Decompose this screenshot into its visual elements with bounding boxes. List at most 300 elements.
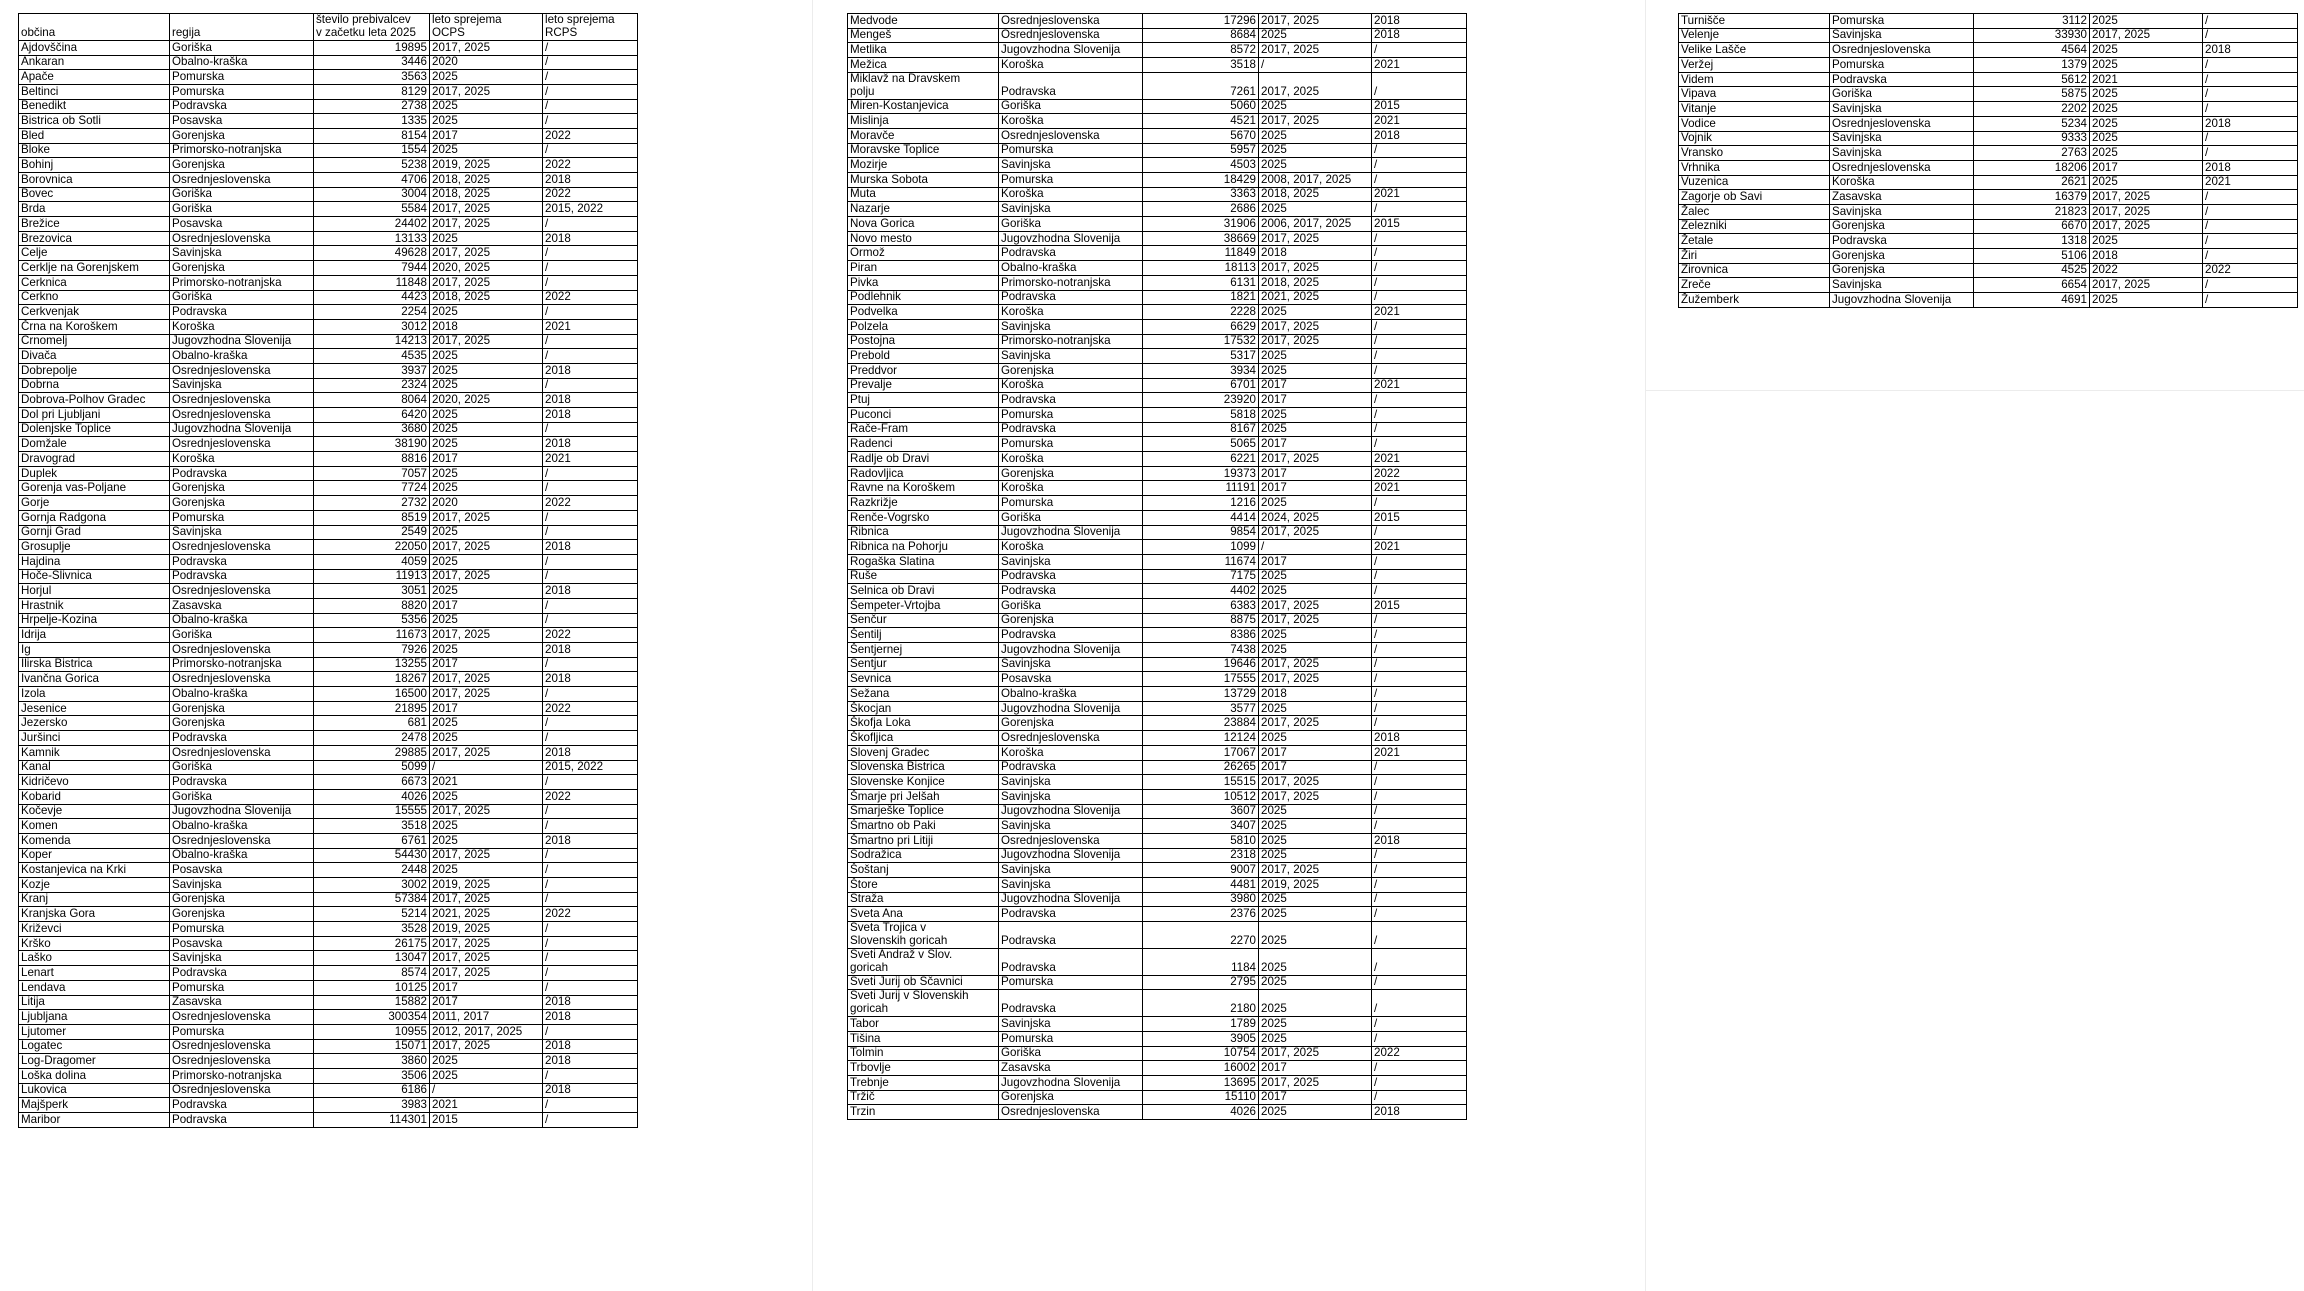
region-cell: Osrednjeslovenska xyxy=(1830,160,1974,175)
ocps-year-cell: 2025 xyxy=(1259,28,1372,43)
ocps-year-cell: 2017, 2025 xyxy=(1259,231,1372,246)
ocps-year-cell: 2011, 2017 xyxy=(430,1010,543,1025)
municipality-cell: Metlika xyxy=(848,43,999,58)
municipality-cell: Ravne na Koroškem xyxy=(848,481,999,496)
ocps-year-cell: 2020, 2025 xyxy=(430,261,543,276)
table-row xyxy=(848,975,1467,990)
rcps-year-cell: / xyxy=(1372,496,1467,511)
municipality-cell: Radovljica xyxy=(848,466,999,481)
page-divider xyxy=(1646,390,2304,391)
table-row xyxy=(19,510,638,525)
region-cell: Pomurska xyxy=(1830,14,1974,29)
ocps-year-cell: 2017, 2025 xyxy=(430,540,543,555)
table-row xyxy=(1679,249,2298,264)
region-cell: Pomurska xyxy=(999,1031,1143,1046)
municipality-cell: Izola xyxy=(19,687,170,702)
ocps-year-cell: 2025 xyxy=(1259,804,1372,819)
rcps-year-cell: / xyxy=(543,40,638,55)
municipality-cell: Domžale xyxy=(19,437,170,452)
rcps-year-cell: 2021 xyxy=(2203,175,2298,190)
ocps-year-cell: 2017 xyxy=(1259,378,1372,393)
rcps-year-cell: / xyxy=(1372,72,1467,99)
population-cell: 18267 xyxy=(314,672,430,687)
table-row xyxy=(19,84,638,99)
population-cell: 6701 xyxy=(1143,378,1259,393)
table-row xyxy=(19,114,638,129)
municipality-cell: Brda xyxy=(19,202,170,217)
population-cell: 2795 xyxy=(1143,975,1259,990)
population-cell: 6654 xyxy=(1974,278,2090,293)
population-cell: 4059 xyxy=(314,554,430,569)
population-cell: 5957 xyxy=(1143,143,1259,158)
municipality-cell: Gornja Radgona xyxy=(19,510,170,525)
municipality-cell: Ruše xyxy=(848,569,999,584)
population-cell: 3934 xyxy=(1143,363,1259,378)
region-cell: Koroška xyxy=(999,187,1143,202)
rcps-year-cell: 2015, 2022 xyxy=(543,202,638,217)
header-population: število prebivalcev v začetku leta 2025 xyxy=(314,14,430,41)
ocps-year-cell: 2025 xyxy=(1259,569,1372,584)
ocps-year-cell: 2025 xyxy=(1259,363,1372,378)
population-cell: 5214 xyxy=(314,907,430,922)
table-row xyxy=(19,701,638,716)
region-cell: Podravska xyxy=(999,907,1143,922)
ocps-year-cell: 2025 xyxy=(1259,143,1372,158)
municipality-cell: Bistrica ob Sotli xyxy=(19,114,170,129)
table-row xyxy=(1679,14,2298,29)
header-municipality: občina xyxy=(19,14,170,41)
region-cell: Osrednjeslovenska xyxy=(999,1105,1143,1120)
region-cell: Podravska xyxy=(170,1098,314,1113)
municipality-cell: Škocjan xyxy=(848,701,999,716)
municipality-cell: Beltinci xyxy=(19,84,170,99)
population-cell: 5612 xyxy=(1974,72,2090,87)
ocps-year-cell: 2017, 2025 xyxy=(430,745,543,760)
rcps-year-cell: 2018 xyxy=(543,672,638,687)
rcps-year-cell: 2021 xyxy=(1372,481,1467,496)
table-row xyxy=(848,775,1467,790)
municipality-cell: Zreče xyxy=(1679,278,1830,293)
region-cell: Koroška xyxy=(999,58,1143,73)
region-cell: Gorenjska xyxy=(1830,263,1974,278)
table-row xyxy=(19,892,638,907)
municipality-cell: Križevci xyxy=(19,922,170,937)
table-row xyxy=(1679,116,2298,131)
ocps-year-cell: 2017 xyxy=(430,128,543,143)
region-cell: Savinjska xyxy=(999,349,1143,364)
population-cell: 2738 xyxy=(314,99,430,114)
rcps-year-cell: 2018 xyxy=(1372,28,1467,43)
region-cell: Savinjska xyxy=(170,878,314,893)
region-cell: Pomurska xyxy=(170,70,314,85)
rcps-year-cell: 2021 xyxy=(1372,114,1467,129)
population-cell: 4414 xyxy=(1143,510,1259,525)
table-row xyxy=(848,28,1467,43)
region-cell: Gorenjska xyxy=(170,261,314,276)
table-row xyxy=(848,128,1467,143)
table-row xyxy=(19,613,638,628)
population-cell: 5670 xyxy=(1143,128,1259,143)
ocps-year-cell: 2025 xyxy=(2090,116,2203,131)
ocps-year-cell: 2017 xyxy=(2090,160,2203,175)
ocps-year-cell: 2025 xyxy=(430,643,543,658)
table-row xyxy=(848,202,1467,217)
municipality-cell: Preddvor xyxy=(848,363,999,378)
municipality-cell: Bloke xyxy=(19,143,170,158)
region-cell: Osrednjeslovenska xyxy=(999,731,1143,746)
region-cell: Pomurska xyxy=(999,496,1143,511)
municipality-cell: Borovnica xyxy=(19,173,170,188)
rcps-year-cell: / xyxy=(1372,687,1467,702)
table-row xyxy=(1679,190,2298,205)
table-row xyxy=(848,58,1467,73)
municipality-cell: Vipava xyxy=(1679,87,1830,102)
population-cell: 8167 xyxy=(1143,422,1259,437)
population-cell: 12124 xyxy=(1143,731,1259,746)
municipality-cell: Velike Lašče xyxy=(1679,43,1830,58)
population-cell: 300354 xyxy=(314,1010,430,1025)
population-cell: 3577 xyxy=(1143,701,1259,716)
population-cell: 2549 xyxy=(314,525,430,540)
municipality-cell: Nova Gorica xyxy=(848,217,999,232)
population-cell: 2202 xyxy=(1974,102,2090,117)
region-cell: Osrednjeslovenska xyxy=(170,393,314,408)
table-row xyxy=(848,319,1467,334)
ocps-year-cell: 2025 xyxy=(1259,202,1372,217)
region-cell: Savinjska xyxy=(1830,102,1974,117)
rcps-year-cell: / xyxy=(543,143,638,158)
municipality-cell: Kostanjevica na Krki xyxy=(19,863,170,878)
rcps-year-cell: / xyxy=(1372,290,1467,305)
ocps-year-cell: 2020, 2025 xyxy=(430,393,543,408)
rcps-year-cell: / xyxy=(1372,1061,1467,1076)
table-row xyxy=(19,657,638,672)
page-1 xyxy=(0,0,812,1291)
table-row xyxy=(848,422,1467,437)
rcps-year-cell: / xyxy=(1372,701,1467,716)
rcps-year-cell: 2018 xyxy=(543,231,638,246)
municipality-cell: Bovec xyxy=(19,187,170,202)
municipality-cell: Vuzenica xyxy=(1679,175,1830,190)
ocps-year-cell: 2018, 2025 xyxy=(430,290,543,305)
table-row xyxy=(848,628,1467,643)
rcps-year-cell: / xyxy=(543,217,638,232)
ocps-year-cell: 2017, 2025 xyxy=(2090,204,2203,219)
ocps-year-cell: 2017 xyxy=(430,980,543,995)
ocps-year-cell: 2025 xyxy=(430,863,543,878)
table-row xyxy=(19,716,638,731)
rcps-year-cell: / xyxy=(1372,990,1467,1017)
ocps-year-cell: 2017, 2025 xyxy=(430,40,543,55)
municipality-cell: Šentjur xyxy=(848,657,999,672)
table-row xyxy=(19,261,638,276)
municipality-cell: Dobrepolje xyxy=(19,363,170,378)
region-cell: Gorenjska xyxy=(999,466,1143,481)
ocps-year-cell: 2017, 2025 xyxy=(430,202,543,217)
ocps-year-cell: 2025 xyxy=(430,363,543,378)
population-cell: 57384 xyxy=(314,892,430,907)
region-cell: Savinjska xyxy=(999,819,1143,834)
ocps-year-cell: 2017, 2025 xyxy=(1259,114,1372,129)
municipality-cell: Ig xyxy=(19,643,170,658)
ocps-year-cell: 2025 xyxy=(1259,128,1372,143)
municipality-cell: Dobrna xyxy=(19,378,170,393)
ocps-year-cell: 2025 xyxy=(430,525,543,540)
population-cell: 19373 xyxy=(1143,466,1259,481)
municipality-cell: Cerkno xyxy=(19,290,170,305)
table-row xyxy=(848,349,1467,364)
municipality-cell: Moravske Toplice xyxy=(848,143,999,158)
municipality-cell: Šmarje pri Jelšah xyxy=(848,789,999,804)
municipality-cell: Grosuplje xyxy=(19,540,170,555)
region-cell: Pomurska xyxy=(170,84,314,99)
table-row xyxy=(19,966,638,981)
ocps-year-cell: 2017 xyxy=(1259,745,1372,760)
ocps-year-cell: 2020 xyxy=(430,496,543,511)
rcps-year-cell: / xyxy=(543,84,638,99)
table-row xyxy=(848,922,1467,949)
region-cell: Obalno-kraška xyxy=(170,848,314,863)
municipality-cell: Veržej xyxy=(1679,58,1830,73)
population-cell: 3004 xyxy=(314,187,430,202)
ocps-year-cell: 2017, 2025 xyxy=(1259,319,1372,334)
population-cell: 24402 xyxy=(314,217,430,232)
region-cell: Goriška xyxy=(170,40,314,55)
population-cell: 16002 xyxy=(1143,1061,1259,1076)
ocps-year-cell: 2017, 2025 xyxy=(2090,190,2203,205)
rcps-year-cell: / xyxy=(1372,363,1467,378)
region-cell: Jugovzhodna Slovenija xyxy=(999,643,1143,658)
municipality-cell: Velenje xyxy=(1679,28,1830,43)
population-cell: 7175 xyxy=(1143,569,1259,584)
region-cell: Podravska xyxy=(170,966,314,981)
region-cell: Podravska xyxy=(999,584,1143,599)
table-row xyxy=(19,217,638,232)
population-cell: 114301 xyxy=(314,1113,430,1128)
ocps-year-cell: 2019, 2025 xyxy=(430,922,543,937)
municipality-cell: Brežice xyxy=(19,217,170,232)
municipality-cell: Medvode xyxy=(848,14,999,29)
rcps-year-cell: / xyxy=(1372,422,1467,437)
ocps-year-cell: 2017 xyxy=(430,657,543,672)
population-cell: 6186 xyxy=(314,1083,430,1098)
population-cell: 14213 xyxy=(314,334,430,349)
table-row xyxy=(19,363,638,378)
table-row xyxy=(19,349,638,364)
rcps-year-cell: / xyxy=(2203,293,2298,308)
population-cell: 38190 xyxy=(314,437,430,452)
municipality-cell: Šoštanj xyxy=(848,863,999,878)
rcps-year-cell: / xyxy=(1372,584,1467,599)
ocps-year-cell: 2017, 2025 xyxy=(430,334,543,349)
municipality-cell: Kanal xyxy=(19,760,170,775)
ocps-year-cell: 2019, 2025 xyxy=(430,158,543,173)
population-cell: 2686 xyxy=(1143,202,1259,217)
municipality-cell: Hoče-Slivnica xyxy=(19,569,170,584)
municipality-cell: Žalec xyxy=(1679,204,1830,219)
ocps-year-cell: 2019, 2025 xyxy=(430,878,543,893)
ocps-year-cell: 2017, 2025 xyxy=(430,84,543,99)
table-row xyxy=(19,378,638,393)
rcps-year-cell: / xyxy=(543,1024,638,1039)
region-cell: Podravska xyxy=(170,775,314,790)
region-cell: Pomurska xyxy=(170,922,314,937)
rcps-year-cell: 2018 xyxy=(2203,116,2298,131)
population-cell: 8820 xyxy=(314,598,430,613)
rcps-year-cell: 2021 xyxy=(1372,540,1467,555)
region-cell: Osrednjeslovenska xyxy=(170,672,314,687)
region-cell: Goriška xyxy=(999,1046,1143,1061)
region-cell: Podravska xyxy=(999,290,1143,305)
region-cell: Gorenjska xyxy=(170,716,314,731)
region-cell: Goriška xyxy=(999,598,1143,613)
ocps-year-cell: 2019, 2025 xyxy=(1259,878,1372,893)
population-cell: 11913 xyxy=(314,569,430,584)
region-cell: Osrednjeslovenska xyxy=(170,1054,314,1069)
ocps-year-cell: 2017 xyxy=(1259,760,1372,775)
ocps-year-cell: 2025 xyxy=(430,231,543,246)
rcps-year-cell: 2021 xyxy=(1372,58,1467,73)
municipality-cell: Kočevje xyxy=(19,804,170,819)
population-cell: 6629 xyxy=(1143,319,1259,334)
table-row xyxy=(19,334,638,349)
ocps-year-cell: 2025 xyxy=(2090,131,2203,146)
population-cell: 15882 xyxy=(314,995,430,1010)
rcps-year-cell: / xyxy=(1372,878,1467,893)
ocps-year-cell: 2025 xyxy=(1259,975,1372,990)
table-row xyxy=(1679,293,2298,308)
rcps-year-cell: / xyxy=(2203,87,2298,102)
table-row xyxy=(848,452,1467,467)
rcps-year-cell: / xyxy=(543,246,638,261)
rcps-year-cell: / xyxy=(2203,219,2298,234)
region-cell: Osrednjeslovenska xyxy=(170,584,314,599)
population-cell: 6383 xyxy=(1143,598,1259,613)
ocps-year-cell: / xyxy=(1259,540,1372,555)
ocps-year-cell: 2025 xyxy=(2090,234,2203,249)
table-row xyxy=(848,187,1467,202)
region-cell: Primorsko-notranjska xyxy=(999,334,1143,349)
municipality-cell: Tabor xyxy=(848,1017,999,1032)
table-row xyxy=(848,687,1467,702)
rcps-year-cell: / xyxy=(2203,204,2298,219)
rcps-year-cell: 2018 xyxy=(543,584,638,599)
table-row xyxy=(1679,263,2298,278)
table-row xyxy=(19,907,638,922)
ocps-year-cell: 2017, 2025 xyxy=(430,951,543,966)
population-cell: 29885 xyxy=(314,745,430,760)
region-cell: Gorenjska xyxy=(999,613,1143,628)
municipality-table-2 xyxy=(847,13,1467,1120)
region-cell: Obalno-kraška xyxy=(170,613,314,628)
municipality-cell: Mislinja xyxy=(848,114,999,129)
municipality-cell: Renče-Vogrsko xyxy=(848,510,999,525)
ocps-year-cell: 2025 xyxy=(430,789,543,804)
population-cell: 18113 xyxy=(1143,261,1259,276)
municipality-cell: Vojnik xyxy=(1679,131,1830,146)
population-cell: 1318 xyxy=(1974,234,2090,249)
ocps-year-cell: 2025 xyxy=(1259,422,1372,437)
table-row xyxy=(19,305,638,320)
region-cell: Osrednjeslovenska xyxy=(170,643,314,658)
table-row xyxy=(19,569,638,584)
rcps-year-cell: 2021 xyxy=(543,452,638,467)
table-row xyxy=(848,72,1467,99)
rcps-year-cell: 2015 xyxy=(1372,99,1467,114)
rcps-year-cell: 2022 xyxy=(543,187,638,202)
rcps-year-cell: / xyxy=(1372,613,1467,628)
municipality-cell: Šenčur xyxy=(848,613,999,628)
rcps-year-cell: 2021 xyxy=(1372,745,1467,760)
table-row xyxy=(848,496,1467,511)
ocps-year-cell: 2018 xyxy=(2090,249,2203,264)
table-row xyxy=(19,408,638,423)
region-cell: Podravska xyxy=(170,305,314,320)
municipality-cell: Štore xyxy=(848,878,999,893)
rcps-year-cell: / xyxy=(1372,349,1467,364)
municipality-cell: Miklavž na Dravskem polju xyxy=(848,72,999,99)
region-cell: Podravska xyxy=(1830,234,1974,249)
municipality-cell: Komen xyxy=(19,819,170,834)
population-cell: 4564 xyxy=(1974,43,2090,58)
table-row xyxy=(19,878,638,893)
table-row xyxy=(848,246,1467,261)
table-row xyxy=(19,643,638,658)
rcps-year-cell: / xyxy=(2203,146,2298,161)
population-cell: 10754 xyxy=(1143,1046,1259,1061)
region-cell: Gorenjska xyxy=(170,128,314,143)
ocps-year-cell: 2025 xyxy=(2090,87,2203,102)
ocps-year-cell: 2025 xyxy=(430,99,543,114)
rcps-year-cell: 2018 xyxy=(543,173,638,188)
ocps-year-cell: 2025 xyxy=(430,584,543,599)
municipality-cell: Mežica xyxy=(848,58,999,73)
municipality-cell: Hrpelje-Kozina xyxy=(19,613,170,628)
municipality-cell: Kranj xyxy=(19,892,170,907)
region-cell: Posavska xyxy=(170,217,314,232)
municipality-cell: Selnica ob Dravi xyxy=(848,584,999,599)
table-row xyxy=(19,833,638,848)
municipality-cell: Ajdovščina xyxy=(19,40,170,55)
municipality-cell: Slovenj Gradec xyxy=(848,745,999,760)
rcps-year-cell: / xyxy=(543,922,638,937)
rcps-year-cell: 2018 xyxy=(1372,833,1467,848)
population-cell: 17555 xyxy=(1143,672,1259,687)
table-row xyxy=(848,789,1467,804)
ocps-year-cell: 2025 xyxy=(1259,305,1372,320)
ocps-year-cell: 2017, 2025 xyxy=(1259,261,1372,276)
rcps-year-cell: / xyxy=(543,775,638,790)
region-cell: Podravska xyxy=(999,922,1143,949)
table-row xyxy=(848,275,1467,290)
ocps-year-cell: 2018, 2025 xyxy=(1259,275,1372,290)
population-cell: 10955 xyxy=(314,1024,430,1039)
rcps-year-cell: / xyxy=(1372,907,1467,922)
rcps-year-cell: / xyxy=(1372,892,1467,907)
rcps-year-cell: 2022 xyxy=(1372,466,1467,481)
rcps-year-cell: 2018 xyxy=(1372,128,1467,143)
header-rcps-year: leto sprejema RCPS xyxy=(543,14,638,41)
table-header-row xyxy=(19,14,638,41)
municipality-cell: Maribor xyxy=(19,1113,170,1128)
table-row xyxy=(848,143,1467,158)
region-cell: Jugovzhodna Slovenija xyxy=(999,892,1143,907)
table-row xyxy=(19,422,638,437)
population-cell: 5238 xyxy=(314,158,430,173)
municipality-cell: Log-Dragomer xyxy=(19,1054,170,1069)
ocps-year-cell: / xyxy=(1259,58,1372,73)
rcps-year-cell: / xyxy=(543,1113,638,1128)
